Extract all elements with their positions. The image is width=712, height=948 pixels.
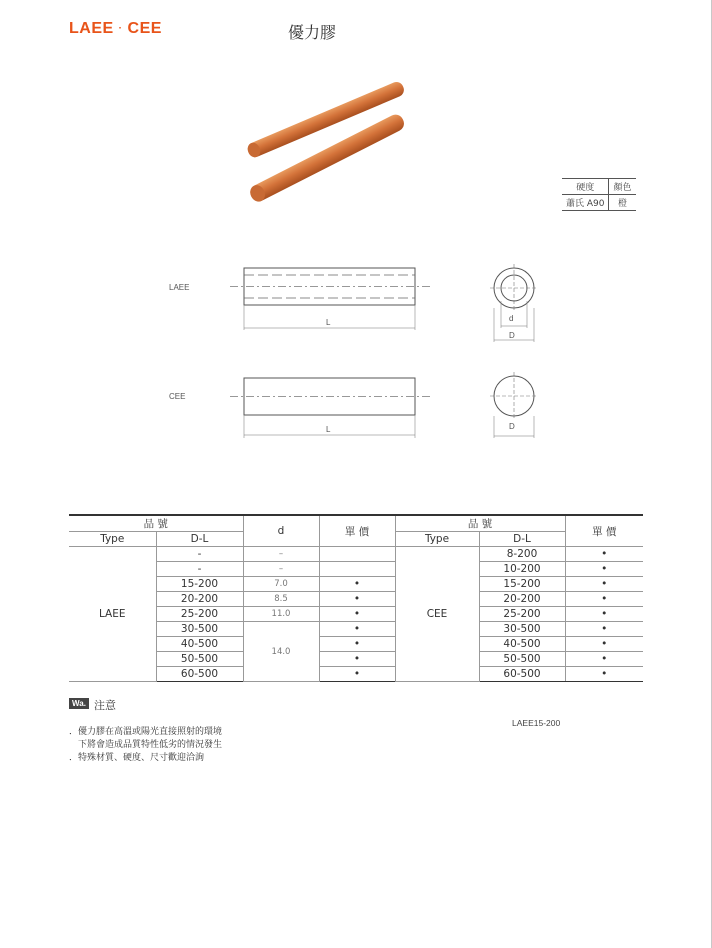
left-price-cell: • xyxy=(319,622,395,637)
note-line: 下將會造成品質特性低劣的情況發生 xyxy=(69,740,223,750)
right-dl-cell: 30-500 xyxy=(479,622,565,637)
table-row xyxy=(69,622,643,637)
table-row xyxy=(69,577,643,592)
cee-length-label: L xyxy=(326,425,331,434)
notes-title: 注意 xyxy=(94,699,116,712)
header-right-price: 單 價 xyxy=(565,515,643,547)
left-dl-cell: 25-200 xyxy=(156,607,243,622)
left-dl-cell: 15-200 xyxy=(156,577,243,592)
product-photo xyxy=(236,80,418,204)
right-dl-cell: 8-200 xyxy=(479,547,565,562)
brand-right: CEE xyxy=(127,20,162,37)
header-left-price: 單 價 xyxy=(319,515,395,547)
header-left-d: d xyxy=(243,515,319,547)
left-dl-cell: 40-500 xyxy=(156,637,243,652)
right-dl-cell: 20-200 xyxy=(479,592,565,607)
left-dl-cell: 50-500 xyxy=(156,652,243,667)
table-row xyxy=(69,667,643,682)
table-row xyxy=(69,607,643,622)
product-table xyxy=(69,514,643,682)
header-left-dl: D-L xyxy=(156,532,243,547)
laee-inner-diameter-label: d xyxy=(509,314,514,323)
brand-separator: · xyxy=(118,23,123,34)
cee-drawing-label: CEE xyxy=(169,392,186,401)
left-type-cell: LAEE xyxy=(69,547,156,682)
right-type-cell: CEE xyxy=(395,547,479,682)
right-dl-cell: 50-500 xyxy=(479,652,565,667)
right-price-cell: • xyxy=(565,622,643,637)
laee-drawing-label: LAEE xyxy=(169,283,190,292)
cee-outer-diameter-label: D xyxy=(509,422,515,431)
right-price-cell: • xyxy=(565,547,643,562)
right-price-cell: • xyxy=(565,592,643,607)
header-right-type: Type xyxy=(395,532,479,547)
right-price-cell: • xyxy=(565,577,643,592)
left-price-cell xyxy=(319,562,395,577)
table-row xyxy=(69,562,643,577)
right-dl-cell: 40-500 xyxy=(479,637,565,652)
left-price-cell: • xyxy=(319,592,395,607)
left-dl-cell: 20-200 xyxy=(156,592,243,607)
laee-length-label: L xyxy=(326,318,331,327)
warning-badge: Wa. xyxy=(69,698,89,709)
left-d-cell: 7.0 xyxy=(243,577,319,592)
left-price-cell: • xyxy=(319,577,395,592)
right-price-cell: • xyxy=(565,562,643,577)
left-price-cell: • xyxy=(319,667,395,682)
header-right-dl: D-L xyxy=(479,532,565,547)
right-price-cell: • xyxy=(565,637,643,652)
left-price-cell xyxy=(319,547,395,562)
note-line: ．優力膠在高溫或陽光直接照射的環境 xyxy=(69,727,223,737)
header-right-group: 品 號 xyxy=(395,515,565,532)
note-line: ．特殊材質、硬度、尺寸歡迎洽詢 xyxy=(69,753,205,763)
right-dl-cell: 15-200 xyxy=(479,577,565,592)
header-left-type: Type xyxy=(69,532,156,547)
table-row xyxy=(69,592,643,607)
laee-outer-diameter-label: D xyxy=(509,331,515,340)
laee-side-view xyxy=(230,260,430,340)
table-row xyxy=(69,637,643,652)
left-dl-cell: 30-500 xyxy=(156,622,243,637)
left-d-cell: 8.5 xyxy=(243,592,319,607)
header-left-group: 品 號 xyxy=(69,515,243,532)
brand-left: LAEE xyxy=(69,20,114,37)
left-dl-cell: - xyxy=(156,562,243,577)
spec-value-color: 橙 xyxy=(609,195,636,211)
table-row xyxy=(69,652,643,667)
right-dl-cell: 10-200 xyxy=(479,562,565,577)
spec-header-color: 顏色 xyxy=(609,179,636,195)
left-dl-cell: 60-500 xyxy=(156,667,243,682)
right-dl-cell: 60-500 xyxy=(479,667,565,682)
spec-table xyxy=(562,178,636,211)
left-price-cell: • xyxy=(319,652,395,667)
page-title: 優力膠 xyxy=(288,23,337,42)
rod-upper xyxy=(246,80,407,159)
spec-value-hardness: 蕭氏 A90 xyxy=(562,195,609,211)
left-d-cell: 11.0 xyxy=(243,607,319,622)
table-row xyxy=(69,547,643,562)
right-price-cell: • xyxy=(565,667,643,682)
photo-caption: LAEE15-200 xyxy=(512,718,561,728)
left-dl-cell: - xyxy=(156,547,243,562)
spec-header-hardness: 硬度 xyxy=(562,179,609,195)
left-price-cell: • xyxy=(319,607,395,622)
left-d-merged-cell: 14.0 xyxy=(243,622,319,682)
left-price-cell: • xyxy=(319,637,395,652)
brand-title xyxy=(69,20,162,38)
left-d-cell: – xyxy=(243,562,319,577)
right-price-cell: • xyxy=(565,607,643,622)
right-dl-cell: 25-200 xyxy=(479,607,565,622)
left-d-cell: – xyxy=(243,547,319,562)
right-price-cell: • xyxy=(565,652,643,667)
